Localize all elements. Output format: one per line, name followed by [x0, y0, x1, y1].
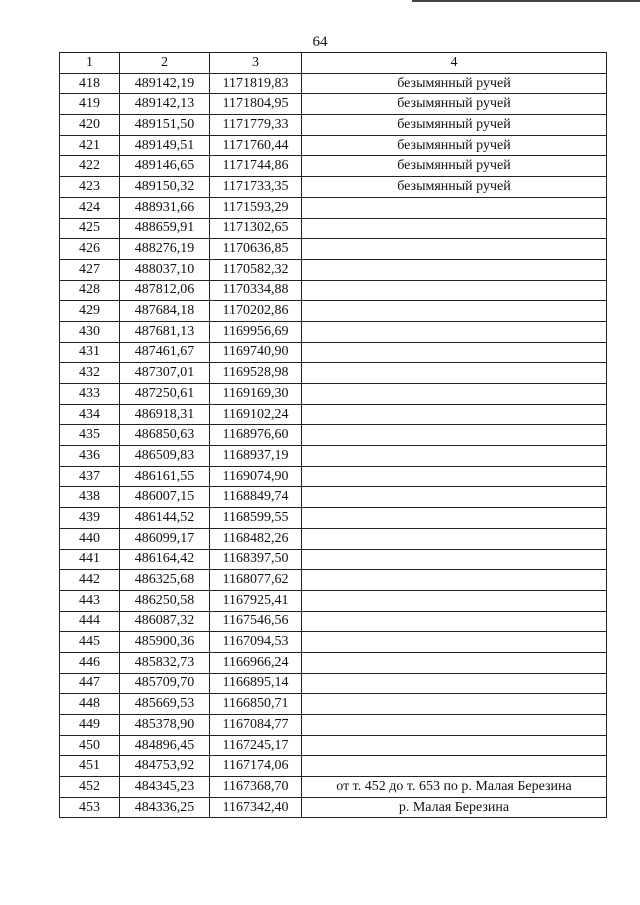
description-cell: безымянный ручей: [302, 135, 607, 156]
point-number-cell: 429: [60, 301, 120, 322]
description-cell: [302, 611, 607, 632]
point-number-cell: 438: [60, 487, 120, 508]
x-coordinate-cell: 486144,52: [120, 508, 210, 529]
x-coordinate-cell: 485378,90: [120, 715, 210, 736]
point-number-cell: 418: [60, 73, 120, 94]
x-coordinate-cell: 484336,25: [120, 797, 210, 818]
point-number-cell: 422: [60, 156, 120, 177]
y-coordinate-cell: 1168482,26: [210, 528, 302, 549]
point-number-cell: 436: [60, 446, 120, 467]
x-coordinate-cell: 489142,19: [120, 73, 210, 94]
table-row: [60, 280, 607, 301]
point-number-cell: 426: [60, 239, 120, 260]
y-coordinate-cell: 1167084,77: [210, 715, 302, 736]
table-row: [60, 73, 607, 94]
x-coordinate-cell: 489142,13: [120, 94, 210, 115]
description-cell: безымянный ручей: [302, 156, 607, 177]
description-cell: [302, 756, 607, 777]
y-coordinate-cell: 1167174,06: [210, 756, 302, 777]
table-row: [60, 239, 607, 260]
x-coordinate-cell: 484753,92: [120, 756, 210, 777]
table-row: [60, 777, 607, 798]
point-number-cell: 440: [60, 528, 120, 549]
column-header-1: 1: [60, 53, 120, 74]
description-cell: [302, 694, 607, 715]
point-number-cell: 451: [60, 756, 120, 777]
description-cell: [302, 570, 607, 591]
table-row: [60, 321, 607, 342]
description-cell: [302, 735, 607, 756]
y-coordinate-cell: 1171760,44: [210, 135, 302, 156]
coordinates-table: [59, 52, 607, 818]
description-cell: [302, 632, 607, 653]
y-coordinate-cell: 1170582,32: [210, 259, 302, 280]
point-number-cell: 443: [60, 590, 120, 611]
y-coordinate-cell: 1169169,30: [210, 384, 302, 405]
x-coordinate-cell: 486918,31: [120, 404, 210, 425]
description-cell: [302, 321, 607, 342]
table-row: [60, 301, 607, 322]
table-row: [60, 197, 607, 218]
table-row: [60, 735, 607, 756]
point-number-cell: 450: [60, 735, 120, 756]
y-coordinate-cell: 1170334,88: [210, 280, 302, 301]
y-coordinate-cell: 1166895,14: [210, 673, 302, 694]
table-row: [60, 446, 607, 467]
table-row: [60, 156, 607, 177]
x-coordinate-cell: 489151,50: [120, 115, 210, 136]
point-number-cell: 421: [60, 135, 120, 156]
x-coordinate-cell: 485900,36: [120, 632, 210, 653]
y-coordinate-cell: 1171593,29: [210, 197, 302, 218]
y-coordinate-cell: 1171744,86: [210, 156, 302, 177]
description-cell: [302, 404, 607, 425]
x-coordinate-cell: 486325,68: [120, 570, 210, 591]
table-row: [60, 425, 607, 446]
point-number-cell: 430: [60, 321, 120, 342]
description-cell: [302, 218, 607, 239]
y-coordinate-cell: 1168937,19: [210, 446, 302, 467]
y-coordinate-cell: 1169956,69: [210, 321, 302, 342]
description-cell: [302, 715, 607, 736]
x-coordinate-cell: 486164,42: [120, 549, 210, 570]
description-cell: [302, 259, 607, 280]
point-number-cell: 423: [60, 177, 120, 198]
table-row: [60, 694, 607, 715]
point-number-cell: 424: [60, 197, 120, 218]
x-coordinate-cell: 489150,32: [120, 177, 210, 198]
description-cell: р. Малая Березина: [302, 797, 607, 818]
table-row: [60, 611, 607, 632]
description-cell: [302, 528, 607, 549]
y-coordinate-cell: 1168849,74: [210, 487, 302, 508]
y-coordinate-cell: 1166850,71: [210, 694, 302, 715]
point-number-cell: 439: [60, 508, 120, 529]
y-coordinate-cell: 1170636,85: [210, 239, 302, 260]
x-coordinate-cell: 489146,65: [120, 156, 210, 177]
table-row: [60, 363, 607, 384]
y-coordinate-cell: 1170202,86: [210, 301, 302, 322]
description-cell: безымянный ручей: [302, 115, 607, 136]
description-cell: безымянный ручей: [302, 94, 607, 115]
point-number-cell: 420: [60, 115, 120, 136]
y-coordinate-cell: 1169740,90: [210, 342, 302, 363]
x-coordinate-cell: 488037,10: [120, 259, 210, 280]
x-coordinate-cell: 488931,66: [120, 197, 210, 218]
table-row: [60, 715, 607, 736]
y-coordinate-cell: 1167546,56: [210, 611, 302, 632]
table-header-row: [60, 53, 607, 74]
point-number-cell: 452: [60, 777, 120, 798]
point-number-cell: 447: [60, 673, 120, 694]
x-coordinate-cell: 485669,53: [120, 694, 210, 715]
x-coordinate-cell: 484896,45: [120, 735, 210, 756]
y-coordinate-cell: 1167342,40: [210, 797, 302, 818]
top-edge-rule: [412, 0, 640, 2]
x-coordinate-cell: 488659,91: [120, 218, 210, 239]
point-number-cell: 431: [60, 342, 120, 363]
table-row: [60, 549, 607, 570]
y-coordinate-cell: 1169074,90: [210, 466, 302, 487]
point-number-cell: 428: [60, 280, 120, 301]
y-coordinate-cell: 1169102,24: [210, 404, 302, 425]
x-coordinate-cell: 486850,63: [120, 425, 210, 446]
x-coordinate-cell: 486509,83: [120, 446, 210, 467]
description-cell: [302, 487, 607, 508]
point-number-cell: 442: [60, 570, 120, 591]
table-row: [60, 652, 607, 673]
x-coordinate-cell: 488276,19: [120, 239, 210, 260]
y-coordinate-cell: 1168077,62: [210, 570, 302, 591]
description-cell: [302, 384, 607, 405]
page-number: 64: [312, 34, 328, 50]
table-row: [60, 259, 607, 280]
y-coordinate-cell: 1167245,17: [210, 735, 302, 756]
description-cell: [302, 363, 607, 384]
x-coordinate-cell: 487250,61: [120, 384, 210, 405]
y-coordinate-cell: 1166966,24: [210, 652, 302, 673]
description-cell: [302, 673, 607, 694]
point-number-cell: 441: [60, 549, 120, 570]
description-cell: [302, 342, 607, 363]
table-row: [60, 177, 607, 198]
table-row: [60, 404, 607, 425]
x-coordinate-cell: 486007,15: [120, 487, 210, 508]
y-coordinate-cell: 1168976,60: [210, 425, 302, 446]
point-number-cell: 433: [60, 384, 120, 405]
x-coordinate-cell: 487812,06: [120, 280, 210, 301]
x-coordinate-cell: 486250,58: [120, 590, 210, 611]
x-coordinate-cell: 489149,51: [120, 135, 210, 156]
description-cell: от т. 452 до т. 653 по р. Малая Березина: [302, 777, 607, 798]
table-row: [60, 673, 607, 694]
table-body: [60, 73, 607, 818]
point-number-cell: 419: [60, 94, 120, 115]
x-coordinate-cell: 487684,18: [120, 301, 210, 322]
point-number-cell: 446: [60, 652, 120, 673]
y-coordinate-cell: 1171779,33: [210, 115, 302, 136]
description-cell: [302, 446, 607, 467]
table-row: [60, 384, 607, 405]
point-number-cell: 453: [60, 797, 120, 818]
y-coordinate-cell: 1168599,55: [210, 508, 302, 529]
point-number-cell: 449: [60, 715, 120, 736]
description-cell: [302, 280, 607, 301]
point-number-cell: 445: [60, 632, 120, 653]
table-row: [60, 487, 607, 508]
description-cell: [302, 301, 607, 322]
table-row: [60, 797, 607, 818]
point-number-cell: 425: [60, 218, 120, 239]
x-coordinate-cell: 485832,73: [120, 652, 210, 673]
table-row: [60, 466, 607, 487]
x-coordinate-cell: 484345,23: [120, 777, 210, 798]
table-row: [60, 115, 607, 136]
table-row: [60, 590, 607, 611]
y-coordinate-cell: 1167925,41: [210, 590, 302, 611]
x-coordinate-cell: 486099,17: [120, 528, 210, 549]
point-number-cell: 448: [60, 694, 120, 715]
point-number-cell: 444: [60, 611, 120, 632]
x-coordinate-cell: 487681,13: [120, 321, 210, 342]
column-header-4: 4: [302, 53, 607, 74]
x-coordinate-cell: 485709,70: [120, 673, 210, 694]
table-row: [60, 94, 607, 115]
y-coordinate-cell: 1171302,65: [210, 218, 302, 239]
point-number-cell: 434: [60, 404, 120, 425]
description-cell: [302, 549, 607, 570]
description-cell: [302, 652, 607, 673]
description-cell: [302, 466, 607, 487]
table-row: [60, 508, 607, 529]
y-coordinate-cell: 1171733,35: [210, 177, 302, 198]
table-row: [60, 756, 607, 777]
description-cell: [302, 197, 607, 218]
table-row: [60, 135, 607, 156]
y-coordinate-cell: 1169528,98: [210, 363, 302, 384]
table-row: [60, 632, 607, 653]
x-coordinate-cell: 487307,01: [120, 363, 210, 384]
table-row: [60, 218, 607, 239]
y-coordinate-cell: 1167368,70: [210, 777, 302, 798]
point-number-cell: 427: [60, 259, 120, 280]
column-header-2: 2: [120, 53, 210, 74]
description-cell: [302, 425, 607, 446]
x-coordinate-cell: 486087,32: [120, 611, 210, 632]
x-coordinate-cell: 486161,55: [120, 466, 210, 487]
description-cell: [302, 508, 607, 529]
point-number-cell: 437: [60, 466, 120, 487]
description-cell: [302, 590, 607, 611]
x-coordinate-cell: 487461,67: [120, 342, 210, 363]
y-coordinate-cell: 1171819,83: [210, 73, 302, 94]
y-coordinate-cell: 1168397,50: [210, 549, 302, 570]
description-cell: безымянный ручей: [302, 73, 607, 94]
table-row: [60, 342, 607, 363]
description-cell: безымянный ручей: [302, 177, 607, 198]
column-header-3: 3: [210, 53, 302, 74]
y-coordinate-cell: 1167094,53: [210, 632, 302, 653]
table-row: [60, 570, 607, 591]
y-coordinate-cell: 1171804,95: [210, 94, 302, 115]
table-row: [60, 528, 607, 549]
description-cell: [302, 239, 607, 260]
point-number-cell: 432: [60, 363, 120, 384]
point-number-cell: 435: [60, 425, 120, 446]
